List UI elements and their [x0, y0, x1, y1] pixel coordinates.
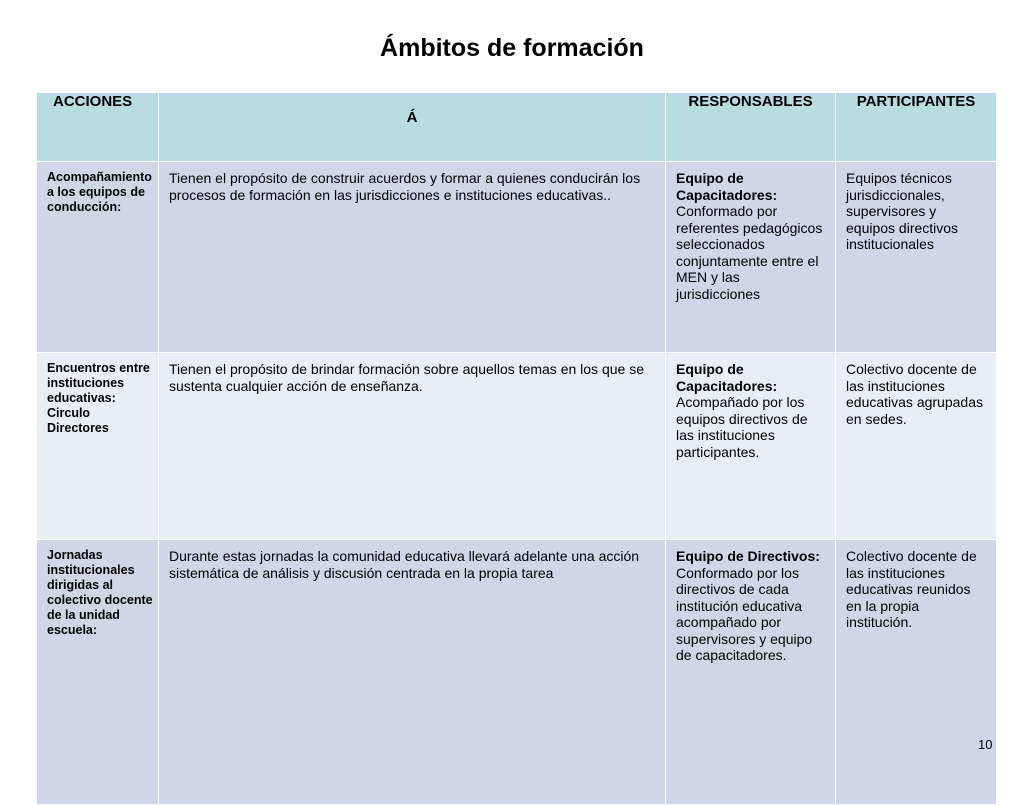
- header-responsables: RESPONSABLES: [666, 93, 836, 162]
- cell-accion: Jornadas institucionales dirigidas al colectivo docente de la unidad escuela:: [37, 540, 159, 805]
- cell-participantes: Colectivo docente de las instituciones educativas reunidos en la propia institución.: [836, 540, 997, 805]
- cell-accion: Encuentros entre instituciones educativas: Circulo Directores: [37, 353, 159, 540]
- cell-accion: Acompañamiento a los equipos de conducción:: [37, 162, 159, 353]
- table-row: [37, 353, 997, 540]
- cell-ambito: Durante estas jornadas la comunidad educativa llevará adelante una acción sistemática de análisis y discusión centrada en la propia tarea: [159, 540, 666, 805]
- responsable-title: Equipo de Capacitadores:: [676, 170, 778, 203]
- cell-ambito: Tienen el propósito de brindar formación sobre aquellos temas en los que se sustenta cualquier acción de enseñanza.: [159, 353, 666, 540]
- table-row: [37, 540, 997, 805]
- header-acciones: ACCIONES: [37, 93, 159, 162]
- responsable-title: Equipo de Directivos:: [676, 548, 820, 564]
- table-row: [37, 162, 997, 353]
- cell-responsables: [666, 540, 836, 805]
- cell-participantes: Colectivo docente de las instituciones educativas agrupadas en sedes.: [836, 353, 997, 540]
- cell-ambito: Tienen el propósito de construir acuerdos y formar a quienes conducirán los procesos de formación en las jurisdicciones e instituciones educativas..: [159, 162, 666, 353]
- responsable-description: Conformado por los directivos de cada institución educativa acompañado por supervisores y equipo de capacitadores.: [676, 564, 813, 663]
- page-title: Ámbitos de formación: [380, 34, 644, 62]
- responsable-description: Conformado por referentes pedagógicos seleccionados conjuntamente entre el MEN y las jurisdicciones: [676, 203, 823, 302]
- responsable-title: Equipo de Capacitadores:: [676, 361, 778, 394]
- cell-responsables: [666, 353, 836, 540]
- table-header-row: [37, 93, 997, 162]
- header-participantes: PARTICIPANTES: [836, 93, 997, 162]
- header-ambitos: Á: [159, 93, 666, 162]
- page-number: 10: [978, 737, 993, 752]
- responsable-description: Acompañado por los equipos directivos de las instituciones participantes.: [676, 394, 808, 460]
- ambitos-table: [36, 92, 997, 805]
- cell-participantes: Equipos técnicos jurisdiccionales, supervisores y equipos directivos institucionales: [836, 162, 997, 353]
- cell-responsables: [666, 162, 836, 353]
